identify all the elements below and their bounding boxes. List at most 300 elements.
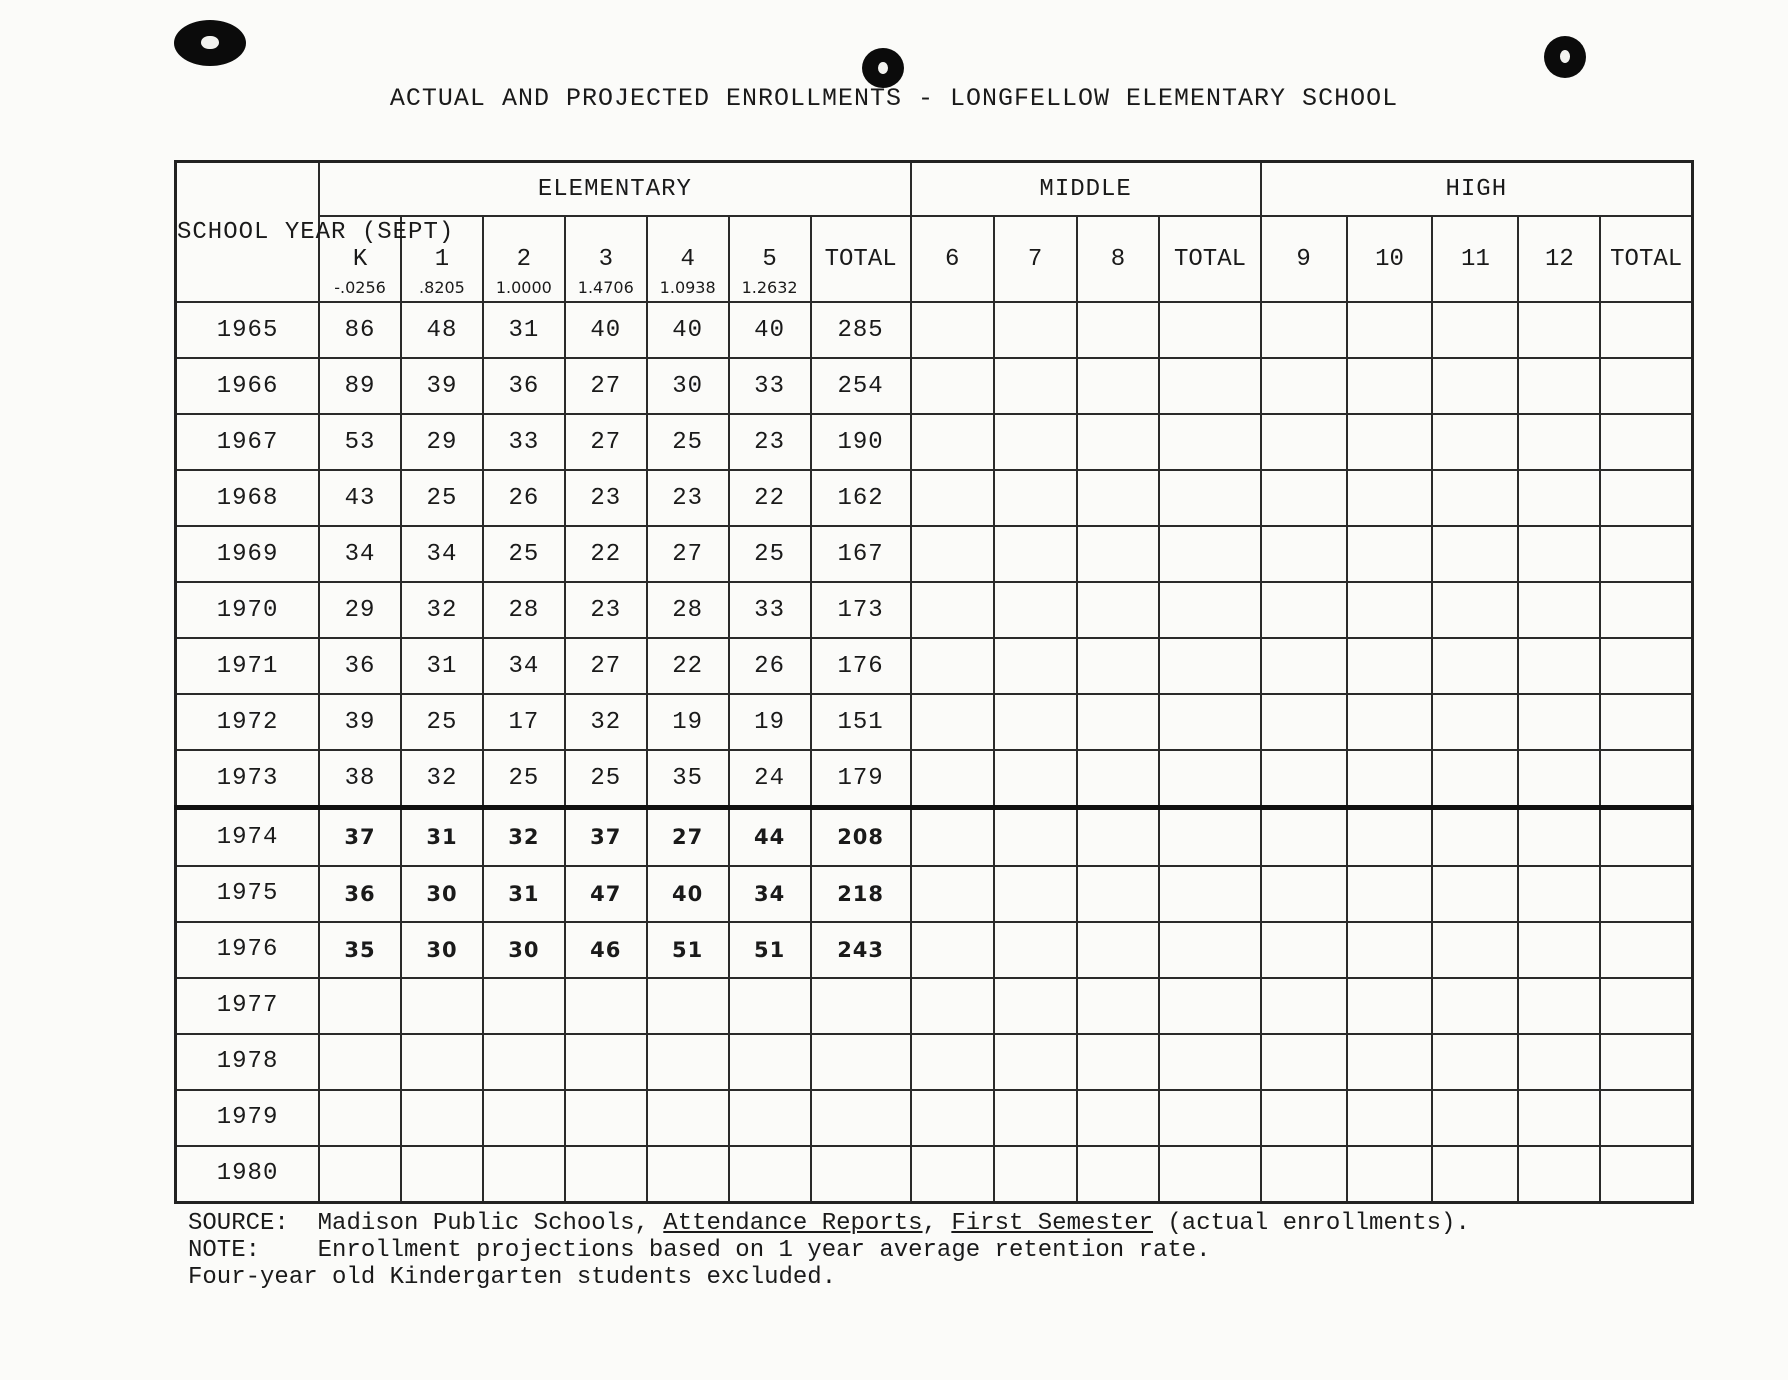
- empty-cell: [1077, 582, 1160, 638]
- enrollment-cell: 46: [565, 922, 647, 978]
- empty-cell: [1159, 302, 1260, 358]
- retention-factor: 1.0938: [659, 278, 716, 297]
- empty-cell: [1600, 922, 1692, 978]
- enrollment-cell: 27: [647, 526, 729, 582]
- enrollment-cell: 40: [729, 302, 811, 358]
- empty-cell: [1261, 1090, 1347, 1146]
- grade-header: 6: [911, 216, 994, 302]
- empty-cell: [911, 470, 994, 526]
- enrollment-cell: 17: [483, 694, 565, 750]
- grade-header: K -.0256: [319, 216, 401, 302]
- enrollment-cell: 44: [729, 808, 811, 866]
- grade-header: 1 .8205: [401, 216, 483, 302]
- middle-group-header: MIDDLE: [911, 162, 1261, 217]
- enrollment-cell: 86: [319, 302, 401, 358]
- enrollment-cell: 26: [729, 638, 811, 694]
- enrollment-cell: 27: [647, 808, 729, 866]
- footer-line-3: Four-year old Kindergarten students excluded.: [188, 1264, 837, 1291]
- enrollment-cell: [319, 1146, 401, 1203]
- retention-factor: -.0256: [334, 278, 386, 297]
- enrollment-cell: 25: [565, 750, 647, 808]
- enrollment-cell: 51: [647, 922, 729, 978]
- empty-cell: [1600, 638, 1692, 694]
- empty-cell: [994, 866, 1077, 922]
- empty-cell: [1347, 978, 1433, 1034]
- elementary-total-cell: 167: [811, 526, 911, 582]
- elementary-total-cell: 218: [811, 866, 911, 922]
- empty-cell: [994, 1034, 1077, 1090]
- empty-cell: [1600, 1090, 1692, 1146]
- enrollment-cell: 89: [319, 358, 401, 414]
- empty-cell: [994, 358, 1077, 414]
- elementary-total-cell: [811, 1034, 911, 1090]
- school-year-cell: 1971: [176, 638, 320, 694]
- enrollment-cell: 32: [401, 750, 483, 808]
- enrollment-cell: 29: [319, 582, 401, 638]
- empty-cell: [1261, 978, 1347, 1034]
- elementary-total-cell: [811, 1090, 911, 1146]
- empty-cell: [1261, 414, 1347, 470]
- enrollment-cell: 19: [729, 694, 811, 750]
- enrollment-cell: 39: [319, 694, 401, 750]
- grade-header: 5 1.2632: [729, 216, 811, 302]
- empty-cell: [911, 922, 994, 978]
- empty-cell: [994, 694, 1077, 750]
- school-year-cell: 1976: [176, 922, 320, 978]
- empty-cell: [1600, 358, 1692, 414]
- enrollment-cell: [483, 1034, 565, 1090]
- empty-cell: [1347, 1146, 1433, 1203]
- empty-cell: [1261, 638, 1347, 694]
- enrollment-cell: 47: [565, 866, 647, 922]
- punch-hole-left: [174, 20, 246, 66]
- empty-cell: [911, 866, 994, 922]
- empty-cell: [1077, 358, 1160, 414]
- enrollment-rows: [176, 302, 1693, 1203]
- empty-cell: [1347, 470, 1433, 526]
- elementary-total-cell: 243: [811, 922, 911, 978]
- empty-cell: [1159, 1034, 1260, 1090]
- empty-cell: [1077, 808, 1160, 866]
- empty-cell: [911, 1034, 994, 1090]
- enrollment-cell: 24: [729, 750, 811, 808]
- empty-cell: [1347, 358, 1433, 414]
- elementary-total-cell: [811, 978, 911, 1034]
- empty-cell: [911, 526, 994, 582]
- empty-cell: [911, 750, 994, 808]
- empty-cell: [1159, 1090, 1260, 1146]
- grade-header: 3 1.4706: [565, 216, 647, 302]
- empty-cell: [1518, 414, 1600, 470]
- grade-header: 12: [1518, 216, 1600, 302]
- enrollment-cell: 31: [401, 808, 483, 866]
- empty-cell: [1432, 866, 1518, 922]
- enrollment-cell: [647, 1034, 729, 1090]
- source-text: Madison Public Schools,: [317, 1210, 664, 1237]
- empty-cell: [1347, 414, 1433, 470]
- enrollment-cell: 33: [729, 582, 811, 638]
- empty-cell: [911, 302, 994, 358]
- empty-cell: [1432, 638, 1518, 694]
- empty-cell: [1518, 358, 1600, 414]
- enrollment-cell: 38: [319, 750, 401, 808]
- empty-cell: [1432, 978, 1518, 1034]
- empty-cell: [994, 470, 1077, 526]
- grade-header: 7: [994, 216, 1077, 302]
- table-row: [176, 922, 1693, 978]
- empty-cell: [1261, 750, 1347, 808]
- elementary-total-cell: 254: [811, 358, 911, 414]
- elementary-total-header: TOTAL: [811, 216, 911, 302]
- empty-cell: [994, 1146, 1077, 1203]
- school-year-cell: 1974: [176, 808, 320, 866]
- empty-cell: [994, 922, 1077, 978]
- empty-cell: [911, 1090, 994, 1146]
- enrollment-cell: [401, 1090, 483, 1146]
- enrollment-cell: 30: [647, 358, 729, 414]
- enrollment-cell: 32: [565, 694, 647, 750]
- enrollment-cell: 37: [319, 808, 401, 866]
- enrollment-table: [174, 160, 1694, 1204]
- enrollment-cell: 53: [319, 414, 401, 470]
- middle-total-header: TOTAL: [1159, 216, 1260, 302]
- empty-cell: [1347, 302, 1433, 358]
- enrollment-cell: [565, 1146, 647, 1203]
- elementary-total-cell: 162: [811, 470, 911, 526]
- empty-cell: [994, 638, 1077, 694]
- enrollment-cell: [565, 978, 647, 1034]
- empty-cell: [911, 582, 994, 638]
- empty-cell: [1432, 414, 1518, 470]
- enrollment-cell: 31: [483, 302, 565, 358]
- empty-cell: [1518, 978, 1600, 1034]
- enrollment-cell: 29: [401, 414, 483, 470]
- elementary-group-header: ELEMENTARY: [319, 162, 911, 217]
- page-title: ACTUAL AND PROJECTED ENROLLMENTS - LONGFELLOW ELEMENTARY SCHOOL: [389, 84, 1399, 113]
- empty-cell: [1518, 808, 1600, 866]
- enrollment-cell: 22: [729, 470, 811, 526]
- school-year-cell: 1973: [176, 750, 320, 808]
- empty-cell: [911, 638, 994, 694]
- grade-header: 9: [1261, 216, 1347, 302]
- enrollment-cell: 36: [319, 638, 401, 694]
- empty-cell: [1347, 582, 1433, 638]
- punch-hole-center: [862, 48, 904, 88]
- enrollment-cell: 26: [483, 470, 565, 526]
- school-year-cell: 1975: [176, 866, 320, 922]
- enrollment-cell: 19: [647, 694, 729, 750]
- elementary-total-cell: 208: [811, 808, 911, 866]
- empty-cell: [1077, 1090, 1160, 1146]
- empty-cell: [911, 1146, 994, 1203]
- note-label: NOTE:: [188, 1237, 261, 1264]
- empty-cell: [1159, 1146, 1260, 1203]
- empty-cell: [1600, 750, 1692, 808]
- enrollment-cell: 34: [729, 866, 811, 922]
- high-group-header: HIGH: [1261, 162, 1693, 217]
- empty-cell: [1432, 1090, 1518, 1146]
- enrollment-cell: 22: [647, 638, 729, 694]
- empty-cell: [1159, 808, 1260, 866]
- empty-cell: [1347, 750, 1433, 808]
- enrollment-cell: 27: [565, 638, 647, 694]
- empty-cell: [1600, 302, 1692, 358]
- school-year-cell: 1967: [176, 414, 320, 470]
- enrollment-cell: [319, 1034, 401, 1090]
- school-year-cell: 1977: [176, 978, 320, 1034]
- source-label: SOURCE:: [188, 1210, 289, 1237]
- enrollment-cell: 51: [729, 922, 811, 978]
- table-row: [176, 414, 1693, 470]
- grade-header: 2 1.0000: [483, 216, 565, 302]
- table-row: [176, 750, 1693, 808]
- empty-cell: [1261, 808, 1347, 866]
- enrollment-cell: [729, 1034, 811, 1090]
- table-row: [176, 1146, 1693, 1203]
- empty-cell: [1159, 638, 1260, 694]
- empty-cell: [1600, 866, 1692, 922]
- enrollment-cell: 27: [565, 358, 647, 414]
- empty-cell: [1600, 414, 1692, 470]
- empty-cell: [1432, 526, 1518, 582]
- punch-hole-right: [1544, 36, 1586, 78]
- enrollment-cell: [401, 1034, 483, 1090]
- school-year-header: SCHOOL YEAR (SEPT): [176, 162, 320, 303]
- enrollment-cell: [483, 1090, 565, 1146]
- enrollment-cell: 30: [401, 866, 483, 922]
- table-row: [176, 582, 1693, 638]
- enrollment-cell: 31: [401, 638, 483, 694]
- empty-cell: [1077, 866, 1160, 922]
- enrollment-cell: 40: [565, 302, 647, 358]
- table-row: [176, 1034, 1693, 1090]
- enrollment-cell: 25: [647, 414, 729, 470]
- empty-cell: [1518, 302, 1600, 358]
- empty-cell: [1159, 470, 1260, 526]
- empty-cell: [994, 750, 1077, 808]
- enrollment-cell: 34: [401, 526, 483, 582]
- empty-cell: [994, 302, 1077, 358]
- empty-cell: [1077, 750, 1160, 808]
- enrollment-cell: 23: [647, 470, 729, 526]
- enrollment-cell: 43: [319, 470, 401, 526]
- empty-cell: [994, 1090, 1077, 1146]
- enrollment-cell: 39: [401, 358, 483, 414]
- retention-factor: 1.2632: [741, 278, 798, 297]
- empty-cell: [1077, 414, 1160, 470]
- empty-cell: [1600, 582, 1692, 638]
- empty-cell: [1347, 808, 1433, 866]
- empty-cell: [994, 414, 1077, 470]
- enrollment-cell: 34: [319, 526, 401, 582]
- empty-cell: [1347, 1034, 1433, 1090]
- empty-cell: [1261, 358, 1347, 414]
- empty-cell: [911, 694, 994, 750]
- enrollment-cell: 30: [483, 922, 565, 978]
- table-row: [176, 808, 1693, 866]
- enrollment-cell: 25: [483, 526, 565, 582]
- empty-cell: [1159, 414, 1260, 470]
- school-year-cell: 1965: [176, 302, 320, 358]
- school-year-cell: 1968: [176, 470, 320, 526]
- table-row: [176, 1090, 1693, 1146]
- empty-cell: [1347, 638, 1433, 694]
- empty-cell: [1261, 1034, 1347, 1090]
- grade-header: 4 1.0938: [647, 216, 729, 302]
- elementary-total-cell: 190: [811, 414, 911, 470]
- empty-cell: [1159, 358, 1260, 414]
- enrollment-cell: 35: [319, 922, 401, 978]
- high-total-header: TOTAL: [1600, 216, 1692, 302]
- enrollment-cell: 32: [483, 808, 565, 866]
- empty-cell: [1600, 808, 1692, 866]
- empty-cell: [1432, 358, 1518, 414]
- enrollment-cell: 23: [565, 470, 647, 526]
- empty-cell: [1159, 582, 1260, 638]
- empty-cell: [1518, 694, 1600, 750]
- empty-cell: [1159, 978, 1260, 1034]
- empty-cell: [1347, 866, 1433, 922]
- empty-cell: [1159, 922, 1260, 978]
- empty-cell: [1518, 638, 1600, 694]
- enrollment-cell: 25: [401, 694, 483, 750]
- empty-cell: [1261, 922, 1347, 978]
- enrollment-cell: 34: [483, 638, 565, 694]
- enrollment-cell: 28: [647, 582, 729, 638]
- note-text: Enrollment projections based on 1 year average retention rate.: [317, 1237, 1211, 1264]
- school-year-cell: 1970: [176, 582, 320, 638]
- empty-cell: [1518, 1090, 1600, 1146]
- empty-cell: [1261, 1146, 1347, 1203]
- enrollment-cell: 32: [401, 582, 483, 638]
- empty-cell: [1159, 866, 1260, 922]
- empty-cell: [1432, 694, 1518, 750]
- empty-cell: [1347, 694, 1433, 750]
- empty-cell: [1600, 1034, 1692, 1090]
- enrollment-cell: 37: [565, 808, 647, 866]
- empty-cell: [1077, 922, 1160, 978]
- enrollment-cell: [647, 1090, 729, 1146]
- empty-cell: [994, 978, 1077, 1034]
- enrollment-cell: [729, 1146, 811, 1203]
- enrollment-cell: 40: [647, 866, 729, 922]
- empty-cell: [994, 526, 1077, 582]
- enrollment-cell: [729, 1090, 811, 1146]
- enrollment-cell: [319, 1090, 401, 1146]
- enrollment-cell: 30: [401, 922, 483, 978]
- empty-cell: [1600, 978, 1692, 1034]
- empty-cell: [1347, 922, 1433, 978]
- enrollment-cell: [565, 1034, 647, 1090]
- enrollment-cell: [647, 978, 729, 1034]
- retention-factor: 1.0000: [495, 278, 552, 297]
- empty-cell: [1518, 922, 1600, 978]
- empty-cell: [1432, 1034, 1518, 1090]
- empty-cell: [994, 582, 1077, 638]
- enrollment-cell: 31: [483, 866, 565, 922]
- enrollment-cell: 40: [647, 302, 729, 358]
- empty-cell: [911, 978, 994, 1034]
- empty-cell: [1432, 302, 1518, 358]
- enrollment-cell: 22: [565, 526, 647, 582]
- source-attendance-reports: Attendance Reports: [663, 1210, 923, 1237]
- footer-notes: SOURCE: Madison Public Schools, Attendance Reports, First Semester (actual enrollments). NOTE: Enrollment projections based on 1 year average retention rate. Four-year old Kindergarten students excluded.: [188, 1210, 1470, 1291]
- empty-cell: [1518, 750, 1600, 808]
- school-year-cell: 1978: [176, 1034, 320, 1090]
- empty-cell: [1600, 1146, 1692, 1203]
- enrollment-cell: 23: [565, 582, 647, 638]
- enrollment-cell: 33: [483, 414, 565, 470]
- empty-cell: [1518, 866, 1600, 922]
- retention-factor: .8205: [419, 278, 465, 297]
- table-row: [176, 866, 1693, 922]
- empty-cell: [1077, 302, 1160, 358]
- empty-cell: [994, 808, 1077, 866]
- enrollment-cell: 35: [647, 750, 729, 808]
- enrollment-cell: 48: [401, 302, 483, 358]
- empty-cell: [1077, 1034, 1160, 1090]
- empty-cell: [1432, 922, 1518, 978]
- empty-cell: [1600, 694, 1692, 750]
- enrollment-cell: 33: [729, 358, 811, 414]
- table-row: [176, 694, 1693, 750]
- table-row: [176, 302, 1693, 358]
- elementary-total-cell: 179: [811, 750, 911, 808]
- empty-cell: [1432, 470, 1518, 526]
- empty-cell: [1432, 1146, 1518, 1203]
- school-year-cell: 1966: [176, 358, 320, 414]
- empty-cell: [911, 358, 994, 414]
- empty-cell: [1261, 470, 1347, 526]
- empty-cell: [1077, 526, 1160, 582]
- grade-header: 10: [1347, 216, 1433, 302]
- empty-cell: [1261, 526, 1347, 582]
- empty-cell: [1077, 978, 1160, 1034]
- elementary-total-cell: 151: [811, 694, 911, 750]
- enrollment-cell: [647, 1146, 729, 1203]
- empty-cell: [1261, 302, 1347, 358]
- empty-cell: [1077, 1146, 1160, 1203]
- enrollment-cell: 36: [483, 358, 565, 414]
- enrollment-cell: [401, 1146, 483, 1203]
- school-year-cell: 1979: [176, 1090, 320, 1146]
- empty-cell: [1077, 470, 1160, 526]
- enrollment-cell: [401, 978, 483, 1034]
- enrollment-cell: [483, 1146, 565, 1203]
- enrollment-cell: [319, 978, 401, 1034]
- empty-cell: [911, 808, 994, 866]
- enrollment-cell: [483, 978, 565, 1034]
- enrollment-cell: 28: [483, 582, 565, 638]
- elementary-total-cell: 285: [811, 302, 911, 358]
- empty-cell: [1518, 1034, 1600, 1090]
- table-row: [176, 978, 1693, 1034]
- enrollment-cell: 23: [729, 414, 811, 470]
- school-year-cell: 1972: [176, 694, 320, 750]
- empty-cell: [1347, 1090, 1433, 1146]
- grade-header: 8: [1077, 216, 1160, 302]
- empty-cell: [1432, 808, 1518, 866]
- empty-cell: [1432, 750, 1518, 808]
- empty-cell: [1432, 582, 1518, 638]
- empty-cell: [1518, 582, 1600, 638]
- retention-factor: 1.4706: [577, 278, 634, 297]
- enrollment-cell: 36: [319, 866, 401, 922]
- empty-cell: [1159, 694, 1260, 750]
- empty-cell: [911, 414, 994, 470]
- enrollment-cell: 25: [729, 526, 811, 582]
- school-year-cell: 1969: [176, 526, 320, 582]
